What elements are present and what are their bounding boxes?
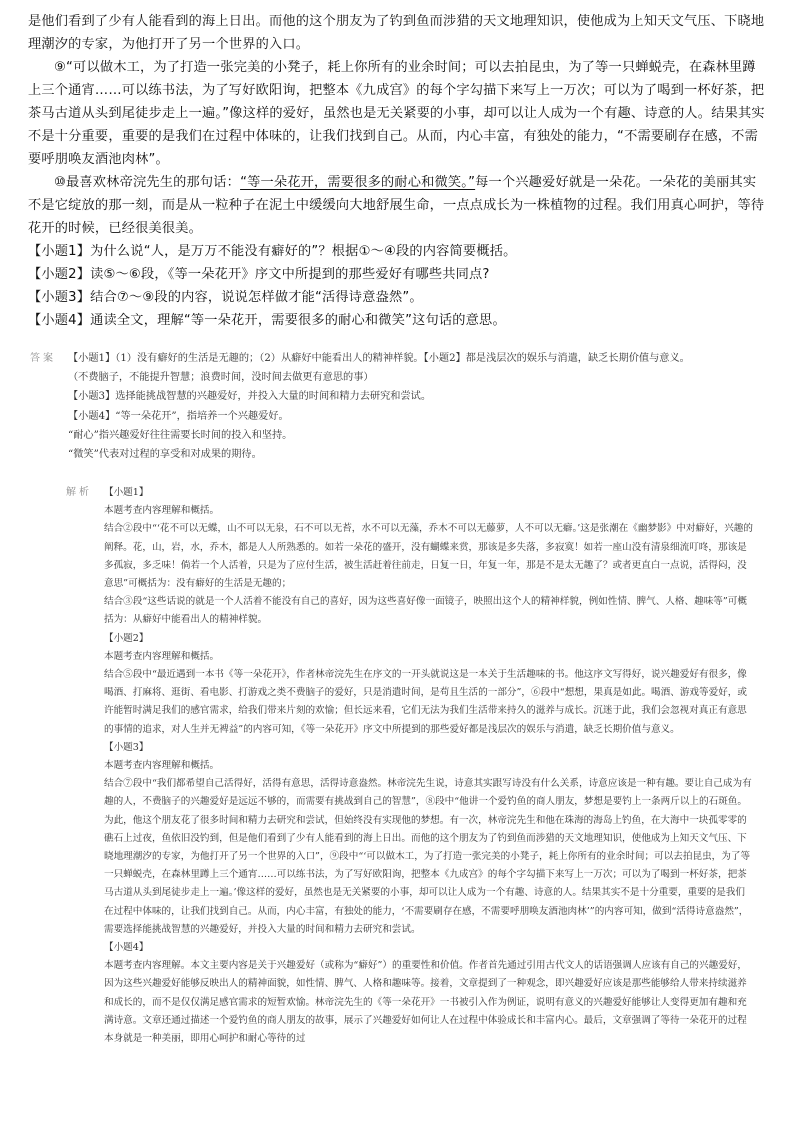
analysis-line: 本题考查内容理解和概括。 [104, 760, 220, 772]
answer-line: “耐心”指兴趣爱好往往需要长时间的投入和坚持。 [68, 429, 293, 441]
answer-line: 【小题1】（1）没有癖好的生活是无趣的；（2）从癖好中能看出人的精神样貌。【小题2】都是浅层次的娱乐与消遣，缺乏长期价值与意义。 [68, 353, 690, 364]
analysis-line: 结合②段中“‘花不可以无蝶，山不可以无泉，石不可以无苔，水不可以无藻，乔木不可以无藤萝，人不可以无癖。’这是张潮在《幽梦影》中对癖好，兴趣的阐释。花，山，岩，水，乔木，都是人人所熟悉的。如若一朵花的盛开，没有蝴蝶来赏，那该是多失落，多寂寞！如若一座山没有清泉细流叮咚，那该是多孤寂，多乏味！倘若一个人活着，只是为了应付生活，被生活赶着往前走，日复一日，年复一年，那是不是太无趣了？或者更直白一点说，活得闷，没意思”可概括为：没有癖好的生活是无趣的； [104, 523, 753, 590]
analysis-line: 本题考查内容理解和概括。 [104, 505, 220, 517]
answer-section [30, 349, 768, 464]
paragraph-10-lead: ⑩最喜欢林帝浣先生的那句话： [54, 175, 241, 190]
analysis-line: 结合⑦段中“我们都希望自己活得好，活得有意思，活得诗意盎然。林帝浣先生说，诗意其实跟写诗没有什么关系，诗意应该是一种有趣。要让自己成为有趣的人，不费脑子的兴趣爱好是远远不够的，而需要有挑战到自己的智慧”，⑧段中“他讲一个爱钓鱼的商人朋友，梦想是要钓上一条两斤以上的石斑鱼。为此，他这个朋友花了很多时间和精力去研究和尝试，但始终没有实现他的梦想。有一次，林帝浣先生和他在珠海的海岛上钓鱼，在大海中一块孤零零的礁石上过夜，鱼依旧没钓到，但是他们看到了少有人能看到的海上日出。而他的这个朋友为了钓到鱼而涉猎的天文地理知识，使他成为上知天文气压、下晓地理潮汐的专家，为他打开了另一个世界的入口”，⑨段中“‘可以做木工，为了打造一张完美的小凳子，耗上你所有的业余时间；可以去拍昆虫，为了等一只蝉蜕壳，在森林里蹲上三个通宵……可以练书法，为了写好欧阳询，把整本《九成宫》的每个字勾描下来写上一万次；可以为了喝到一杯好茶，把茶马古道从头到尾徒步走上一遍。’像这样的爱好，虽然也是无关紧要的小事，却可以让人成为一个有趣、诗意的人。结果其实不是十分重要，重要的是我们在过程中体味的，让我们找到自己。从而，内心丰富，有独处的能力，‘不需要刷存在感，不需要呼朋唤友酒池肉林’”的内容可知，做到“活得诗意盎然”，需要选择能挑战智慧的兴趣爱好，并投入大量的时间和精力去研究和尝试。 [104, 778, 752, 935]
paragraph-9: ⑨“可以做木工，为了打造一张完美的小凳子，耗上你所有的业余时间；可以去拍昆虫，为了等一只蝉蜕壳，在森林里蹲上三个通宵……可以练书法，为了写好欧阳询，把整本《九成宫》的每个字勾描下来写上一万次；可以为了喝到一杯好茶，把茶马古道从头到尾徒步走上一遍。”像这样的爱好，虽然也是无关紧要的小事，却可以让人成为一个有趣、诗意的人。结果其实不是十分重要，重要的是我们在过程中体味的，让我们找到自己。从而，内心丰富，有独处的能力，“不需要刷存在感，不需要呼朋唤友酒池肉林”。 [28, 60, 765, 167]
paragraph-10-quote: “等一朵花开，需要很多的耐心和微笑。” [240, 175, 476, 190]
question-4: 【小题4】通读全文，理解“等一朵花开，需要很多的耐心和微笑”这句话的意思。 [28, 313, 506, 328]
analysis-line: 结合⑤段中“最近遇到一本书《等一朵花开》，作者林帝浣先生在序文的一开头就说这是一本关于生活趣味的书。他这序文写得好，说兴趣爱好有很多，像喝酒、打麻将、逛街、看电影、打游戏之类不费脑子的爱好，只是消遣时间，是苟且生活的一部分”，⑥段中“想想，果真是如此。喝酒、游戏等爱好，或许能暂时满足我们的感官需求，给我们带来片刻的欢愉；但长远来看，它们无法为我们生活带来持久的滋养与成长。沉迷于此，我们会忽视对真正有意思的事情的追求，对人生并无裨益”的内容可知，《等一朵花开》序文中所提到的那些爱好都是浅层次的娱乐与消遣，缺乏长期价值与意义。 [104, 669, 747, 735]
analysis-line: 【小题4】 [104, 942, 149, 954]
question-1: 【小题1】为什么说“人，是万万不能没有癖好的”？根据①～④段的内容简要概括。 [28, 244, 517, 259]
reading-passage [28, 10, 766, 332]
question-3: 【小题3】结合⑦～⑨段的内容，说说怎样做才能“活得诗意盎然”。 [28, 290, 423, 305]
analysis-line: 本题考查内容理解。本文主要内容是关于兴趣爱好（或称为“癖好”）的重要性和价值。作者首先通过引用古代文人的话语强调人应该有自己的兴趣爱好，因为这些兴趣爱好能够反映出人的精神面貌，如性情、脾气、人格和趣味等。接着，文章提到了一种观念，即兴趣爱好应该是那些能够给人带来持续滋养和成长的，而不是仅仅满足感官需求的短暂欢愉。林帝浣先生的《等一朵花开》一书被引入作为例证，说明有意义的兴趣爱好能够让人变得更加有趣和充满诗意。文章还通过描述一个爱钓鱼的商人朋友的故事，展示了兴趣爱好如何让人在过程中体验成长和丰富内心。最后，文章强调了等待一朵花开的过程本身就是一种美丽，即用心呵护和耐心等待的过 [104, 960, 747, 1045]
answer-line: （不费脑子，不能提升智慧；浪费时间，没时间去做更有意思的事） [68, 372, 374, 384]
paragraph-10 [28, 171, 766, 240]
analysis-tag: 解析 [66, 487, 92, 498]
question-2: 【小题2】读⑤～⑥段，《等一朵花开》序文中所提到的那些爱好有哪些共同点? [28, 267, 490, 282]
answer-line: “微笑”代表对过程的享受和对成果的期待。 [68, 449, 262, 461]
paragraph-10-rest: 每一个兴趣爱好就是一朵花。一朵花的美丽其实不是它绽放的那一刻，而是从一粒种子在泥土中缓缓向大地舒展生命，一点点成长为一株植物的过程。我们用真心呵护，等待花开的时候，已经很美很美。 [28, 175, 765, 236]
answer-line: 【小题3】选择能挑战智慧的兴趣爱好，并投入大量的时间和精力去研究和尝试。 [68, 391, 432, 403]
analysis-section [66, 484, 754, 1048]
analysis-line: 本题考查内容理解和概括。 [104, 650, 220, 662]
answer-tag: 答案 [30, 353, 56, 364]
paragraph-intro: 是他们看到了少有人能看到的海上日出。而他的这个朋友为了钓到鱼而涉猎的天文地理知识，使他成为上知天文气压、下晓地理潮汐的专家，为他打开了另一个世界的入口。 [28, 14, 765, 52]
analysis-line: 【小题2】 [104, 632, 149, 644]
analysis-line: 结合③段“这些话说的就是一个人活着不能没有自己的喜好，因为这些喜好像一面镜子，映照出这个人的精神样貌，例如性情、脾气、人格、趣味等”可概括为：从癖好中能看出人的精神样貌。 [104, 596, 747, 626]
analysis-line: 【小题1】 [104, 487, 149, 498]
analysis-line: 【小题3】 [104, 741, 149, 753]
answer-line: 【小题4】“等一朵花开”，指培养一个兴趣爱好。 [68, 410, 289, 422]
